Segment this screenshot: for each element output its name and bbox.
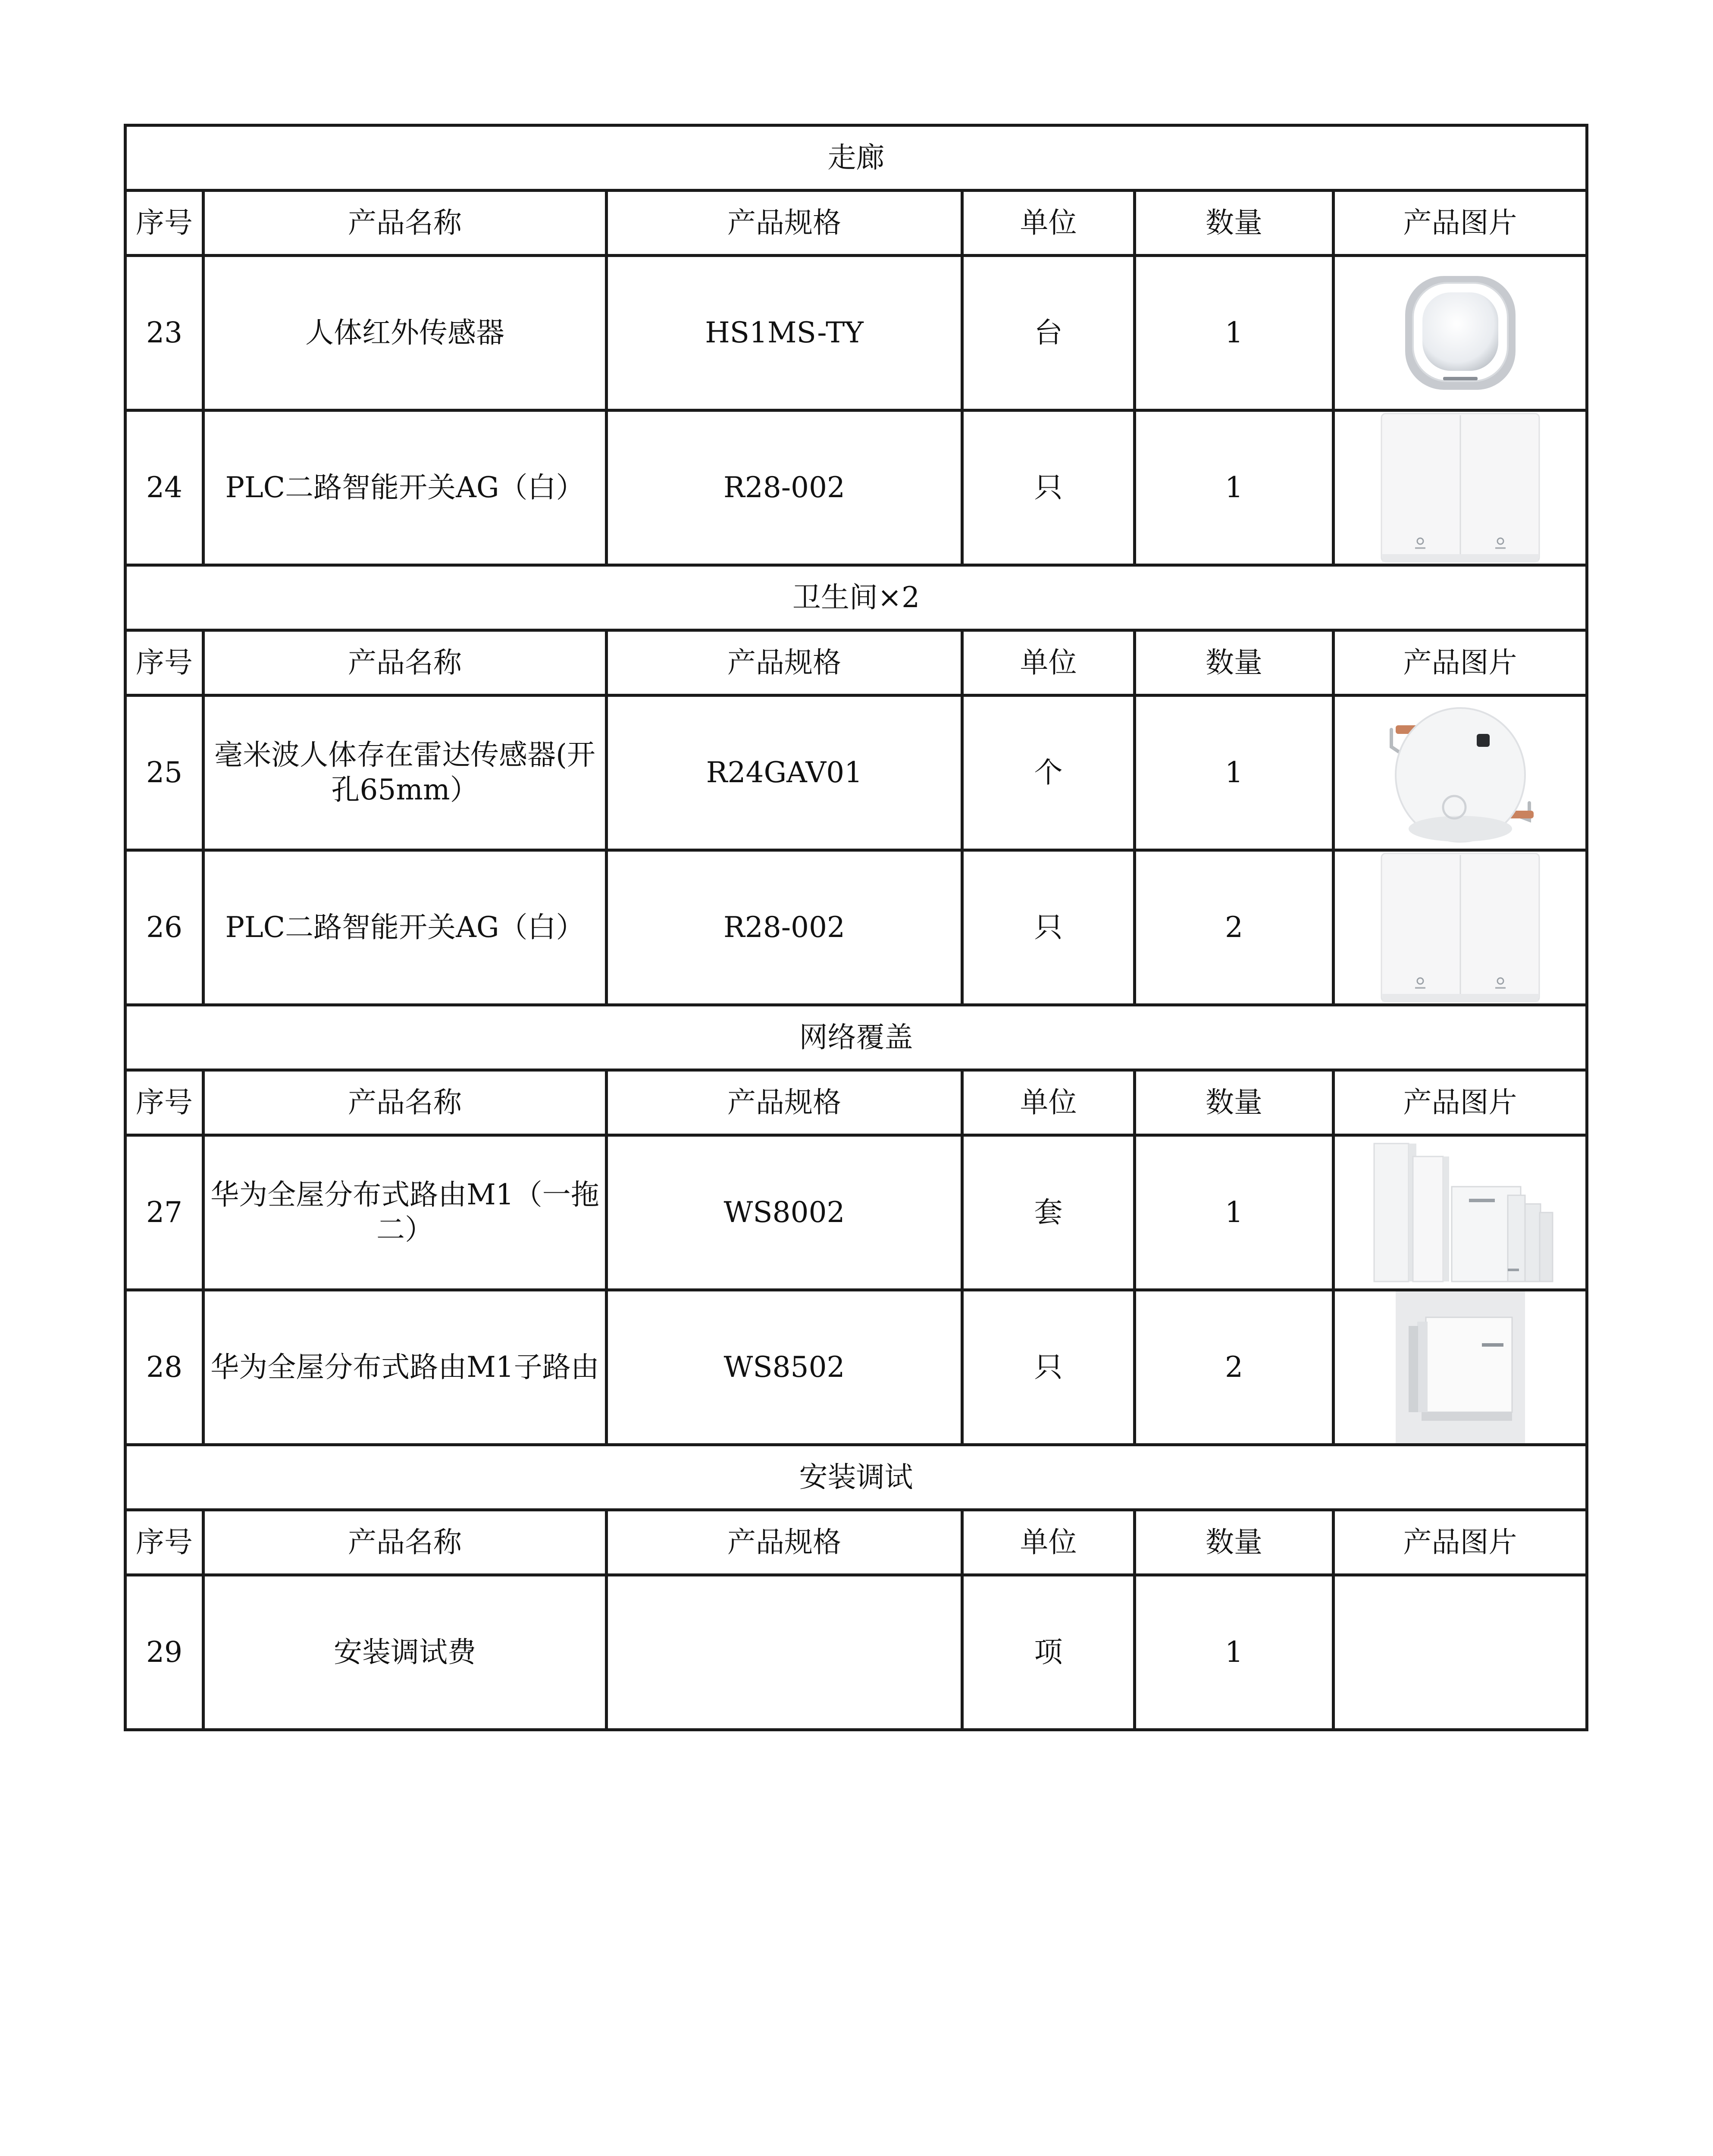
seq-cell: 24 bbox=[125, 411, 204, 565]
section-title: 安装调试 bbox=[125, 1445, 1587, 1510]
spec-cell: WS8502 bbox=[607, 1290, 962, 1445]
image-cell bbox=[1334, 1575, 1587, 1730]
image-cell bbox=[1334, 256, 1587, 411]
header-unit: 单位 bbox=[962, 1510, 1135, 1575]
header-row bbox=[125, 1510, 1587, 1575]
name-cell: PLC二路智能开关AG（白） bbox=[204, 850, 607, 1005]
seq-cell: 23 bbox=[125, 256, 204, 411]
sub-router-image bbox=[1335, 1291, 1585, 1443]
name-cell: 华为全屋分布式路由M1（一拖二） bbox=[204, 1135, 607, 1290]
unit-cell: 只 bbox=[962, 411, 1135, 565]
table-row bbox=[125, 696, 1587, 850]
unit-cell: 套 bbox=[962, 1135, 1135, 1290]
header-qty: 数量 bbox=[1135, 191, 1334, 256]
section-title: 卫生间×2 bbox=[125, 565, 1587, 630]
header-spec: 产品规格 bbox=[607, 630, 962, 696]
image-cell bbox=[1334, 411, 1587, 565]
two-gang-switch-image bbox=[1335, 852, 1585, 1003]
unit-cell: 台 bbox=[962, 256, 1135, 411]
seq-cell: 28 bbox=[125, 1290, 204, 1445]
pir-motion-sensor-image bbox=[1335, 257, 1585, 409]
spec-cell: WS8002 bbox=[607, 1135, 962, 1290]
unit-cell: 只 bbox=[962, 1290, 1135, 1445]
qty-cell: 1 bbox=[1135, 256, 1334, 411]
table-row bbox=[125, 256, 1587, 411]
header-name: 产品名称 bbox=[204, 191, 607, 256]
qty-cell: 1 bbox=[1135, 1135, 1334, 1290]
seq-cell: 27 bbox=[125, 1135, 204, 1290]
section-title: 走廊 bbox=[125, 125, 1587, 191]
header-spec: 产品规格 bbox=[607, 191, 962, 256]
name-cell: 人体红外传感器 bbox=[204, 256, 607, 411]
qty-cell: 2 bbox=[1135, 850, 1334, 1005]
section-title-row bbox=[125, 565, 1587, 630]
header-spec: 产品规格 bbox=[607, 1510, 962, 1575]
header-name: 产品名称 bbox=[204, 1510, 607, 1575]
spec-cell bbox=[607, 1575, 962, 1730]
unit-cell: 只 bbox=[962, 850, 1135, 1005]
name-cell: PLC二路智能开关AG（白） bbox=[204, 411, 607, 565]
header-image: 产品图片 bbox=[1334, 191, 1587, 256]
router-set-image bbox=[1335, 1137, 1585, 1288]
unit-cell: 项 bbox=[962, 1575, 1135, 1730]
header-name: 产品名称 bbox=[204, 1070, 607, 1135]
name-cell: 华为全屋分布式路由M1子路由 bbox=[204, 1290, 607, 1445]
table-row bbox=[125, 850, 1587, 1005]
image-cell bbox=[1334, 1135, 1587, 1290]
qty-cell: 1 bbox=[1135, 411, 1334, 565]
table-row bbox=[125, 1290, 1587, 1445]
header-spec: 产品规格 bbox=[607, 1070, 962, 1135]
qty-cell: 1 bbox=[1135, 696, 1334, 850]
name-cell: 毫米波人体存在雷达传感器(开孔65mm） bbox=[204, 696, 607, 850]
spec-cell: R28-002 bbox=[607, 411, 962, 565]
seq-cell: 26 bbox=[125, 850, 204, 1005]
table-row bbox=[125, 1575, 1587, 1730]
header-unit: 单位 bbox=[962, 630, 1135, 696]
header-qty: 数量 bbox=[1135, 1510, 1334, 1575]
unit-cell: 个 bbox=[962, 696, 1135, 850]
spec-cell: HS1MS-TY bbox=[607, 256, 962, 411]
section-title-row bbox=[125, 125, 1587, 191]
header-row bbox=[125, 1070, 1587, 1135]
product-quote-table bbox=[124, 124, 1588, 1731]
header-unit: 单位 bbox=[962, 1070, 1135, 1135]
qty-cell: 1 bbox=[1135, 1575, 1334, 1730]
spec-cell: R24GAV01 bbox=[607, 696, 962, 850]
table-row bbox=[125, 1135, 1587, 1290]
header-image: 产品图片 bbox=[1334, 630, 1587, 696]
radar-sensor-image bbox=[1335, 697, 1585, 849]
header-row bbox=[125, 191, 1587, 256]
seq-cell: 29 bbox=[125, 1575, 204, 1730]
seq-cell: 25 bbox=[125, 696, 204, 850]
section-title-row bbox=[125, 1005, 1587, 1070]
header-seq: 序号 bbox=[125, 1510, 204, 1575]
image-cell bbox=[1334, 1290, 1587, 1445]
header-qty: 数量 bbox=[1135, 1070, 1334, 1135]
header-image: 产品图片 bbox=[1334, 1510, 1587, 1575]
table-row bbox=[125, 411, 1587, 565]
header-row bbox=[125, 630, 1587, 696]
section-title: 网络覆盖 bbox=[125, 1005, 1587, 1070]
spec-cell: R28-002 bbox=[607, 850, 962, 1005]
qty-cell: 2 bbox=[1135, 1290, 1334, 1445]
header-unit: 单位 bbox=[962, 191, 1135, 256]
section-title-row bbox=[125, 1445, 1587, 1510]
header-image: 产品图片 bbox=[1334, 1070, 1587, 1135]
image-cell bbox=[1334, 696, 1587, 850]
two-gang-switch-image bbox=[1335, 412, 1585, 564]
header-name: 产品名称 bbox=[204, 630, 607, 696]
header-seq: 序号 bbox=[125, 1070, 204, 1135]
header-seq: 序号 bbox=[125, 630, 204, 696]
header-qty: 数量 bbox=[1135, 630, 1334, 696]
header-seq: 序号 bbox=[125, 191, 204, 256]
name-cell: 安装调试费 bbox=[204, 1575, 607, 1730]
image-cell bbox=[1334, 850, 1587, 1005]
